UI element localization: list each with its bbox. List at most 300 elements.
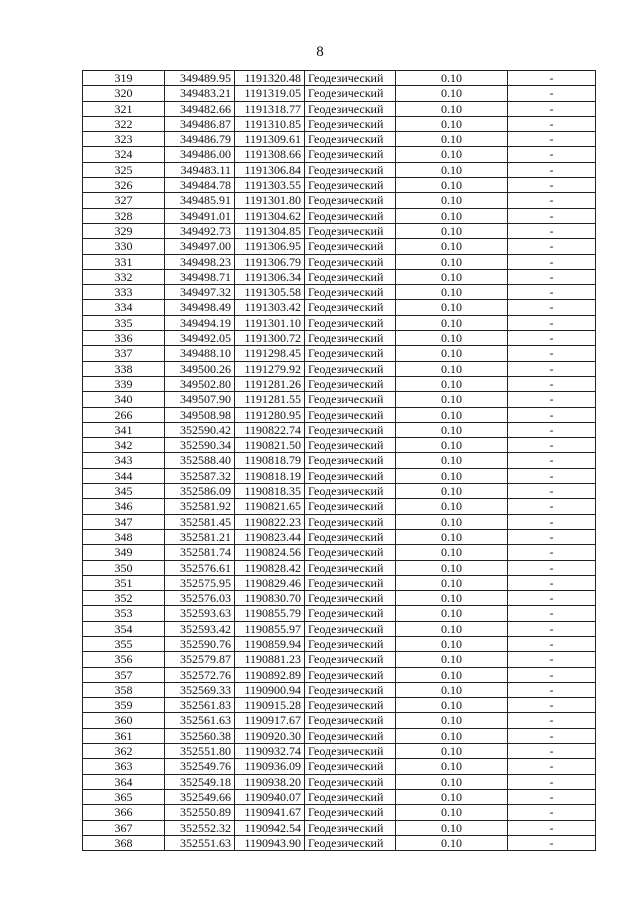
accuracy-cell: 0.10: [396, 178, 508, 193]
point-number-cell: 347: [83, 514, 165, 529]
x-coordinate-cell: 349494.19: [165, 315, 235, 330]
description-cell: -: [508, 392, 596, 407]
x-coordinate-cell: 352551.80: [165, 744, 235, 759]
coordinates-table-body: [83, 71, 596, 851]
accuracy-cell: 0.10: [396, 254, 508, 269]
description-cell: -: [508, 376, 596, 391]
x-coordinate-cell: 349483.21: [165, 86, 235, 101]
y-coordinate-cell: 1190855.79: [235, 606, 305, 621]
table-row: [83, 223, 596, 238]
table-row: [83, 774, 596, 789]
point-number-cell: 360: [83, 713, 165, 728]
method-cell: Геодезический: [305, 239, 396, 254]
point-number-cell: 364: [83, 774, 165, 789]
point-number-cell: 321: [83, 101, 165, 116]
description-cell: -: [508, 789, 596, 804]
accuracy-cell: 0.10: [396, 591, 508, 606]
method-cell: Геодезический: [305, 728, 396, 743]
x-coordinate-cell: 349492.05: [165, 331, 235, 346]
table-row: [83, 71, 596, 86]
description-cell: -: [508, 315, 596, 330]
table-row: [83, 453, 596, 468]
point-number-cell: 368: [83, 835, 165, 850]
method-cell: Геодезический: [305, 698, 396, 713]
y-coordinate-cell: 1190943.90: [235, 835, 305, 850]
point-number-cell: 337: [83, 346, 165, 361]
accuracy-cell: 0.10: [396, 468, 508, 483]
point-number-cell: 354: [83, 621, 165, 636]
method-cell: Геодезический: [305, 575, 396, 590]
point-number-cell: 361: [83, 728, 165, 743]
table-row: [83, 193, 596, 208]
accuracy-cell: 0.10: [396, 86, 508, 101]
y-coordinate-cell: 1191300.72: [235, 331, 305, 346]
y-coordinate-cell: 1190824.56: [235, 545, 305, 560]
y-coordinate-cell: 1191298.45: [235, 346, 305, 361]
point-number-cell: 355: [83, 636, 165, 651]
y-coordinate-cell: 1190932.74: [235, 744, 305, 759]
x-coordinate-cell: 352581.92: [165, 499, 235, 514]
accuracy-cell: 0.10: [396, 728, 508, 743]
method-cell: Геодезический: [305, 101, 396, 116]
table-row: [83, 438, 596, 453]
accuracy-cell: 0.10: [396, 820, 508, 835]
y-coordinate-cell: 1191304.62: [235, 208, 305, 223]
method-cell: Геодезический: [305, 591, 396, 606]
accuracy-cell: 0.10: [396, 545, 508, 560]
point-number-cell: 343: [83, 453, 165, 468]
accuracy-cell: 0.10: [396, 529, 508, 544]
x-coordinate-cell: 349508.98: [165, 407, 235, 422]
x-coordinate-cell: 352593.63: [165, 606, 235, 621]
page-number: 8: [316, 44, 324, 60]
table-row: [83, 621, 596, 636]
y-coordinate-cell: 1191306.34: [235, 269, 305, 284]
y-coordinate-cell: 1190920.30: [235, 728, 305, 743]
method-cell: Геодезический: [305, 178, 396, 193]
x-coordinate-cell: 352579.87: [165, 652, 235, 667]
description-cell: -: [508, 407, 596, 422]
accuracy-cell: 0.10: [396, 453, 508, 468]
x-coordinate-cell: 349498.71: [165, 269, 235, 284]
y-coordinate-cell: 1191309.61: [235, 132, 305, 147]
accuracy-cell: 0.10: [396, 575, 508, 590]
table-row: [83, 789, 596, 804]
method-cell: Геодезический: [305, 484, 396, 499]
method-cell: Геодезический: [305, 682, 396, 697]
point-number-cell: 358: [83, 682, 165, 697]
table-row: [83, 698, 596, 713]
point-number-cell: 357: [83, 667, 165, 682]
accuracy-cell: 0.10: [396, 300, 508, 315]
table-row: [83, 254, 596, 269]
accuracy-cell: 0.10: [396, 376, 508, 391]
y-coordinate-cell: 1190829.46: [235, 575, 305, 590]
method-cell: Геодезический: [305, 453, 396, 468]
point-number-cell: 326: [83, 178, 165, 193]
point-number-cell: 320: [83, 86, 165, 101]
table-row: [83, 468, 596, 483]
point-number-cell: 351: [83, 575, 165, 590]
accuracy-cell: 0.10: [396, 193, 508, 208]
table-row: [83, 132, 596, 147]
point-number-cell: 325: [83, 162, 165, 177]
point-number-cell: 338: [83, 361, 165, 376]
method-cell: Геодезический: [305, 193, 396, 208]
table-row: [83, 178, 596, 193]
description-cell: -: [508, 468, 596, 483]
y-coordinate-cell: 1190822.23: [235, 514, 305, 529]
y-coordinate-cell: 1191306.79: [235, 254, 305, 269]
method-cell: Геодезический: [305, 545, 396, 560]
table-row: [83, 560, 596, 575]
y-coordinate-cell: 1190900.94: [235, 682, 305, 697]
description-cell: -: [508, 300, 596, 315]
table-row: [83, 484, 596, 499]
y-coordinate-cell: 1190915.28: [235, 698, 305, 713]
description-cell: -: [508, 759, 596, 774]
accuracy-cell: 0.10: [396, 331, 508, 346]
method-cell: Геодезический: [305, 223, 396, 238]
table-row: [83, 392, 596, 407]
x-coordinate-cell: 349498.23: [165, 254, 235, 269]
x-coordinate-cell: 352549.66: [165, 789, 235, 804]
point-number-cell: 324: [83, 147, 165, 162]
x-coordinate-cell: 352588.40: [165, 453, 235, 468]
point-number-cell: 367: [83, 820, 165, 835]
x-coordinate-cell: 349483.11: [165, 162, 235, 177]
description-cell: -: [508, 728, 596, 743]
accuracy-cell: 0.10: [396, 269, 508, 284]
x-coordinate-cell: 352587.32: [165, 468, 235, 483]
point-number-cell: 340: [83, 392, 165, 407]
x-coordinate-cell: 352572.76: [165, 667, 235, 682]
y-coordinate-cell: 1191304.85: [235, 223, 305, 238]
point-number-cell: 319: [83, 71, 165, 86]
method-cell: Геодезический: [305, 315, 396, 330]
x-coordinate-cell: 352576.03: [165, 591, 235, 606]
point-number-cell: 328: [83, 208, 165, 223]
y-coordinate-cell: 1190941.67: [235, 805, 305, 820]
method-cell: Геодезический: [305, 468, 396, 483]
table-row: [83, 667, 596, 682]
method-cell: Геодезический: [305, 514, 396, 529]
method-cell: Геодезический: [305, 331, 396, 346]
y-coordinate-cell: 1191281.55: [235, 392, 305, 407]
method-cell: Геодезический: [305, 392, 396, 407]
description-cell: -: [508, 744, 596, 759]
accuracy-cell: 0.10: [396, 223, 508, 238]
y-coordinate-cell: 1190823.44: [235, 529, 305, 544]
table-row: [83, 269, 596, 284]
table-row: [83, 407, 596, 422]
table-row: [83, 376, 596, 391]
point-number-cell: 329: [83, 223, 165, 238]
method-cell: Геодезический: [305, 116, 396, 131]
x-coordinate-cell: 349500.26: [165, 361, 235, 376]
y-coordinate-cell: 1191280.95: [235, 407, 305, 422]
accuracy-cell: 0.10: [396, 484, 508, 499]
table-row: [83, 499, 596, 514]
x-coordinate-cell: 352561.83: [165, 698, 235, 713]
accuracy-cell: 0.10: [396, 682, 508, 697]
method-cell: Геодезический: [305, 713, 396, 728]
description-cell: -: [508, 162, 596, 177]
method-cell: Геодезический: [305, 361, 396, 376]
accuracy-cell: 0.10: [396, 636, 508, 651]
x-coordinate-cell: 349485.91: [165, 193, 235, 208]
description-cell: -: [508, 346, 596, 361]
table-row: [83, 529, 596, 544]
accuracy-cell: 0.10: [396, 116, 508, 131]
method-cell: Геодезический: [305, 208, 396, 223]
description-cell: -: [508, 560, 596, 575]
point-number-cell: 330: [83, 239, 165, 254]
method-cell: Геодезический: [305, 606, 396, 621]
description-cell: -: [508, 361, 596, 376]
accuracy-cell: 0.10: [396, 438, 508, 453]
description-cell: -: [508, 652, 596, 667]
description-cell: -: [508, 86, 596, 101]
y-coordinate-cell: 1191303.42: [235, 300, 305, 315]
method-cell: Геодезический: [305, 805, 396, 820]
y-coordinate-cell: 1190942.54: [235, 820, 305, 835]
x-coordinate-cell: 352581.45: [165, 514, 235, 529]
description-cell: -: [508, 269, 596, 284]
description-cell: -: [508, 438, 596, 453]
description-cell: -: [508, 575, 596, 590]
x-coordinate-cell: 352552.32: [165, 820, 235, 835]
description-cell: -: [508, 132, 596, 147]
table-row: [83, 759, 596, 774]
point-number-cell: 332: [83, 269, 165, 284]
y-coordinate-cell: 1190892.89: [235, 667, 305, 682]
y-coordinate-cell: 1190936.09: [235, 759, 305, 774]
point-number-cell: 344: [83, 468, 165, 483]
method-cell: Геодезический: [305, 499, 396, 514]
accuracy-cell: 0.10: [396, 361, 508, 376]
method-cell: Геодезический: [305, 346, 396, 361]
point-number-cell: 363: [83, 759, 165, 774]
description-cell: -: [508, 835, 596, 850]
y-coordinate-cell: 1191318.77: [235, 101, 305, 116]
accuracy-cell: 0.10: [396, 147, 508, 162]
y-coordinate-cell: 1191319.05: [235, 86, 305, 101]
y-coordinate-cell: 1191303.55: [235, 178, 305, 193]
x-coordinate-cell: 349482.66: [165, 101, 235, 116]
x-coordinate-cell: 349507.90: [165, 392, 235, 407]
point-number-cell: 266: [83, 407, 165, 422]
y-coordinate-cell: 1191306.95: [235, 239, 305, 254]
x-coordinate-cell: 349489.95: [165, 71, 235, 86]
x-coordinate-cell: 349486.87: [165, 116, 235, 131]
y-coordinate-cell: 1190818.79: [235, 453, 305, 468]
method-cell: Геодезический: [305, 744, 396, 759]
table-row: [83, 514, 596, 529]
method-cell: Геодезический: [305, 300, 396, 315]
accuracy-cell: 0.10: [396, 239, 508, 254]
accuracy-cell: 0.10: [396, 392, 508, 407]
accuracy-cell: 0.10: [396, 101, 508, 116]
description-cell: -: [508, 606, 596, 621]
method-cell: Геодезический: [305, 621, 396, 636]
point-number-cell: 339: [83, 376, 165, 391]
method-cell: Геодезический: [305, 132, 396, 147]
method-cell: Геодезический: [305, 636, 396, 651]
description-cell: -: [508, 591, 596, 606]
method-cell: Геодезический: [305, 269, 396, 284]
point-number-cell: 331: [83, 254, 165, 269]
accuracy-cell: 0.10: [396, 606, 508, 621]
y-coordinate-cell: 1191320.48: [235, 71, 305, 86]
method-cell: Геодезический: [305, 529, 396, 544]
accuracy-cell: 0.10: [396, 698, 508, 713]
accuracy-cell: 0.10: [396, 789, 508, 804]
x-coordinate-cell: 352569.33: [165, 682, 235, 697]
accuracy-cell: 0.10: [396, 835, 508, 850]
y-coordinate-cell: 1191301.10: [235, 315, 305, 330]
point-number-cell: 334: [83, 300, 165, 315]
table-row: [83, 805, 596, 820]
method-cell: Геодезический: [305, 560, 396, 575]
accuracy-cell: 0.10: [396, 407, 508, 422]
accuracy-cell: 0.10: [396, 499, 508, 514]
table-row: [83, 835, 596, 850]
method-cell: Геодезический: [305, 667, 396, 682]
point-number-cell: 342: [83, 438, 165, 453]
y-coordinate-cell: 1190940.07: [235, 789, 305, 804]
description-cell: -: [508, 193, 596, 208]
x-coordinate-cell: 349492.73: [165, 223, 235, 238]
description-cell: -: [508, 208, 596, 223]
point-number-cell: 333: [83, 285, 165, 300]
accuracy-cell: 0.10: [396, 315, 508, 330]
description-cell: -: [508, 667, 596, 682]
accuracy-cell: 0.10: [396, 514, 508, 529]
method-cell: Геодезический: [305, 407, 396, 422]
x-coordinate-cell: 349484.78: [165, 178, 235, 193]
description-cell: -: [508, 499, 596, 514]
y-coordinate-cell: 1191281.26: [235, 376, 305, 391]
accuracy-cell: 0.10: [396, 162, 508, 177]
y-coordinate-cell: 1191306.84: [235, 162, 305, 177]
y-coordinate-cell: 1190881.23: [235, 652, 305, 667]
y-coordinate-cell: 1191279.92: [235, 361, 305, 376]
accuracy-cell: 0.10: [396, 285, 508, 300]
table-row: [83, 346, 596, 361]
point-number-cell: 366: [83, 805, 165, 820]
table-row: [83, 575, 596, 590]
x-coordinate-cell: 349488.10: [165, 346, 235, 361]
point-number-cell: 356: [83, 652, 165, 667]
accuracy-cell: 0.10: [396, 759, 508, 774]
point-number-cell: 345: [83, 484, 165, 499]
method-cell: Геодезический: [305, 71, 396, 86]
y-coordinate-cell: 1190822.74: [235, 422, 305, 437]
description-cell: -: [508, 805, 596, 820]
point-number-cell: 352: [83, 591, 165, 606]
description-cell: -: [508, 239, 596, 254]
x-coordinate-cell: 352549.18: [165, 774, 235, 789]
x-coordinate-cell: 352575.95: [165, 575, 235, 590]
table-row: [83, 101, 596, 116]
method-cell: Геодезический: [305, 820, 396, 835]
x-coordinate-cell: 349486.79: [165, 132, 235, 147]
description-cell: -: [508, 514, 596, 529]
x-coordinate-cell: 352590.34: [165, 438, 235, 453]
x-coordinate-cell: 352551.63: [165, 835, 235, 850]
point-number-cell: 341: [83, 422, 165, 437]
point-number-cell: 350: [83, 560, 165, 575]
x-coordinate-cell: 349486.00: [165, 147, 235, 162]
accuracy-cell: 0.10: [396, 560, 508, 575]
accuracy-cell: 0.10: [396, 652, 508, 667]
x-coordinate-cell: 349498.49: [165, 300, 235, 315]
x-coordinate-cell: 352586.09: [165, 484, 235, 499]
point-number-cell: 353: [83, 606, 165, 621]
method-cell: Геодезический: [305, 422, 396, 437]
table-row: [83, 86, 596, 101]
point-number-cell: 365: [83, 789, 165, 804]
table-row: [83, 116, 596, 131]
point-number-cell: 346: [83, 499, 165, 514]
description-cell: -: [508, 774, 596, 789]
method-cell: Геодезический: [305, 162, 396, 177]
y-coordinate-cell: 1190821.50: [235, 438, 305, 453]
accuracy-cell: 0.10: [396, 71, 508, 86]
description-cell: -: [508, 453, 596, 468]
table-row: [83, 300, 596, 315]
method-cell: Геодезический: [305, 652, 396, 667]
description-cell: -: [508, 254, 596, 269]
description-cell: -: [508, 621, 596, 636]
accuracy-cell: 0.10: [396, 744, 508, 759]
point-number-cell: 348: [83, 529, 165, 544]
point-number-cell: 322: [83, 116, 165, 131]
y-coordinate-cell: 1191305.58: [235, 285, 305, 300]
description-cell: -: [508, 116, 596, 131]
table-row: [83, 591, 596, 606]
table-row: [83, 713, 596, 728]
accuracy-cell: 0.10: [396, 774, 508, 789]
table-row: [83, 208, 596, 223]
table-row: [83, 162, 596, 177]
x-coordinate-cell: 349491.01: [165, 208, 235, 223]
y-coordinate-cell: 1190917.67: [235, 713, 305, 728]
description-cell: -: [508, 178, 596, 193]
description-cell: -: [508, 331, 596, 346]
method-cell: Геодезический: [305, 86, 396, 101]
point-number-cell: 359: [83, 698, 165, 713]
method-cell: Геодезический: [305, 285, 396, 300]
y-coordinate-cell: 1190859.94: [235, 636, 305, 651]
accuracy-cell: 0.10: [396, 208, 508, 223]
table-row: [83, 820, 596, 835]
table-row: [83, 422, 596, 437]
point-number-cell: 362: [83, 744, 165, 759]
table-row: [83, 636, 596, 651]
method-cell: Геодезический: [305, 835, 396, 850]
table-row: [83, 545, 596, 560]
method-cell: Геодезический: [305, 759, 396, 774]
method-cell: Геодезический: [305, 376, 396, 391]
description-cell: -: [508, 713, 596, 728]
point-number-cell: 323: [83, 132, 165, 147]
point-number-cell: 335: [83, 315, 165, 330]
x-coordinate-cell: 352590.42: [165, 422, 235, 437]
x-coordinate-cell: 349497.00: [165, 239, 235, 254]
method-cell: Геодезический: [305, 774, 396, 789]
